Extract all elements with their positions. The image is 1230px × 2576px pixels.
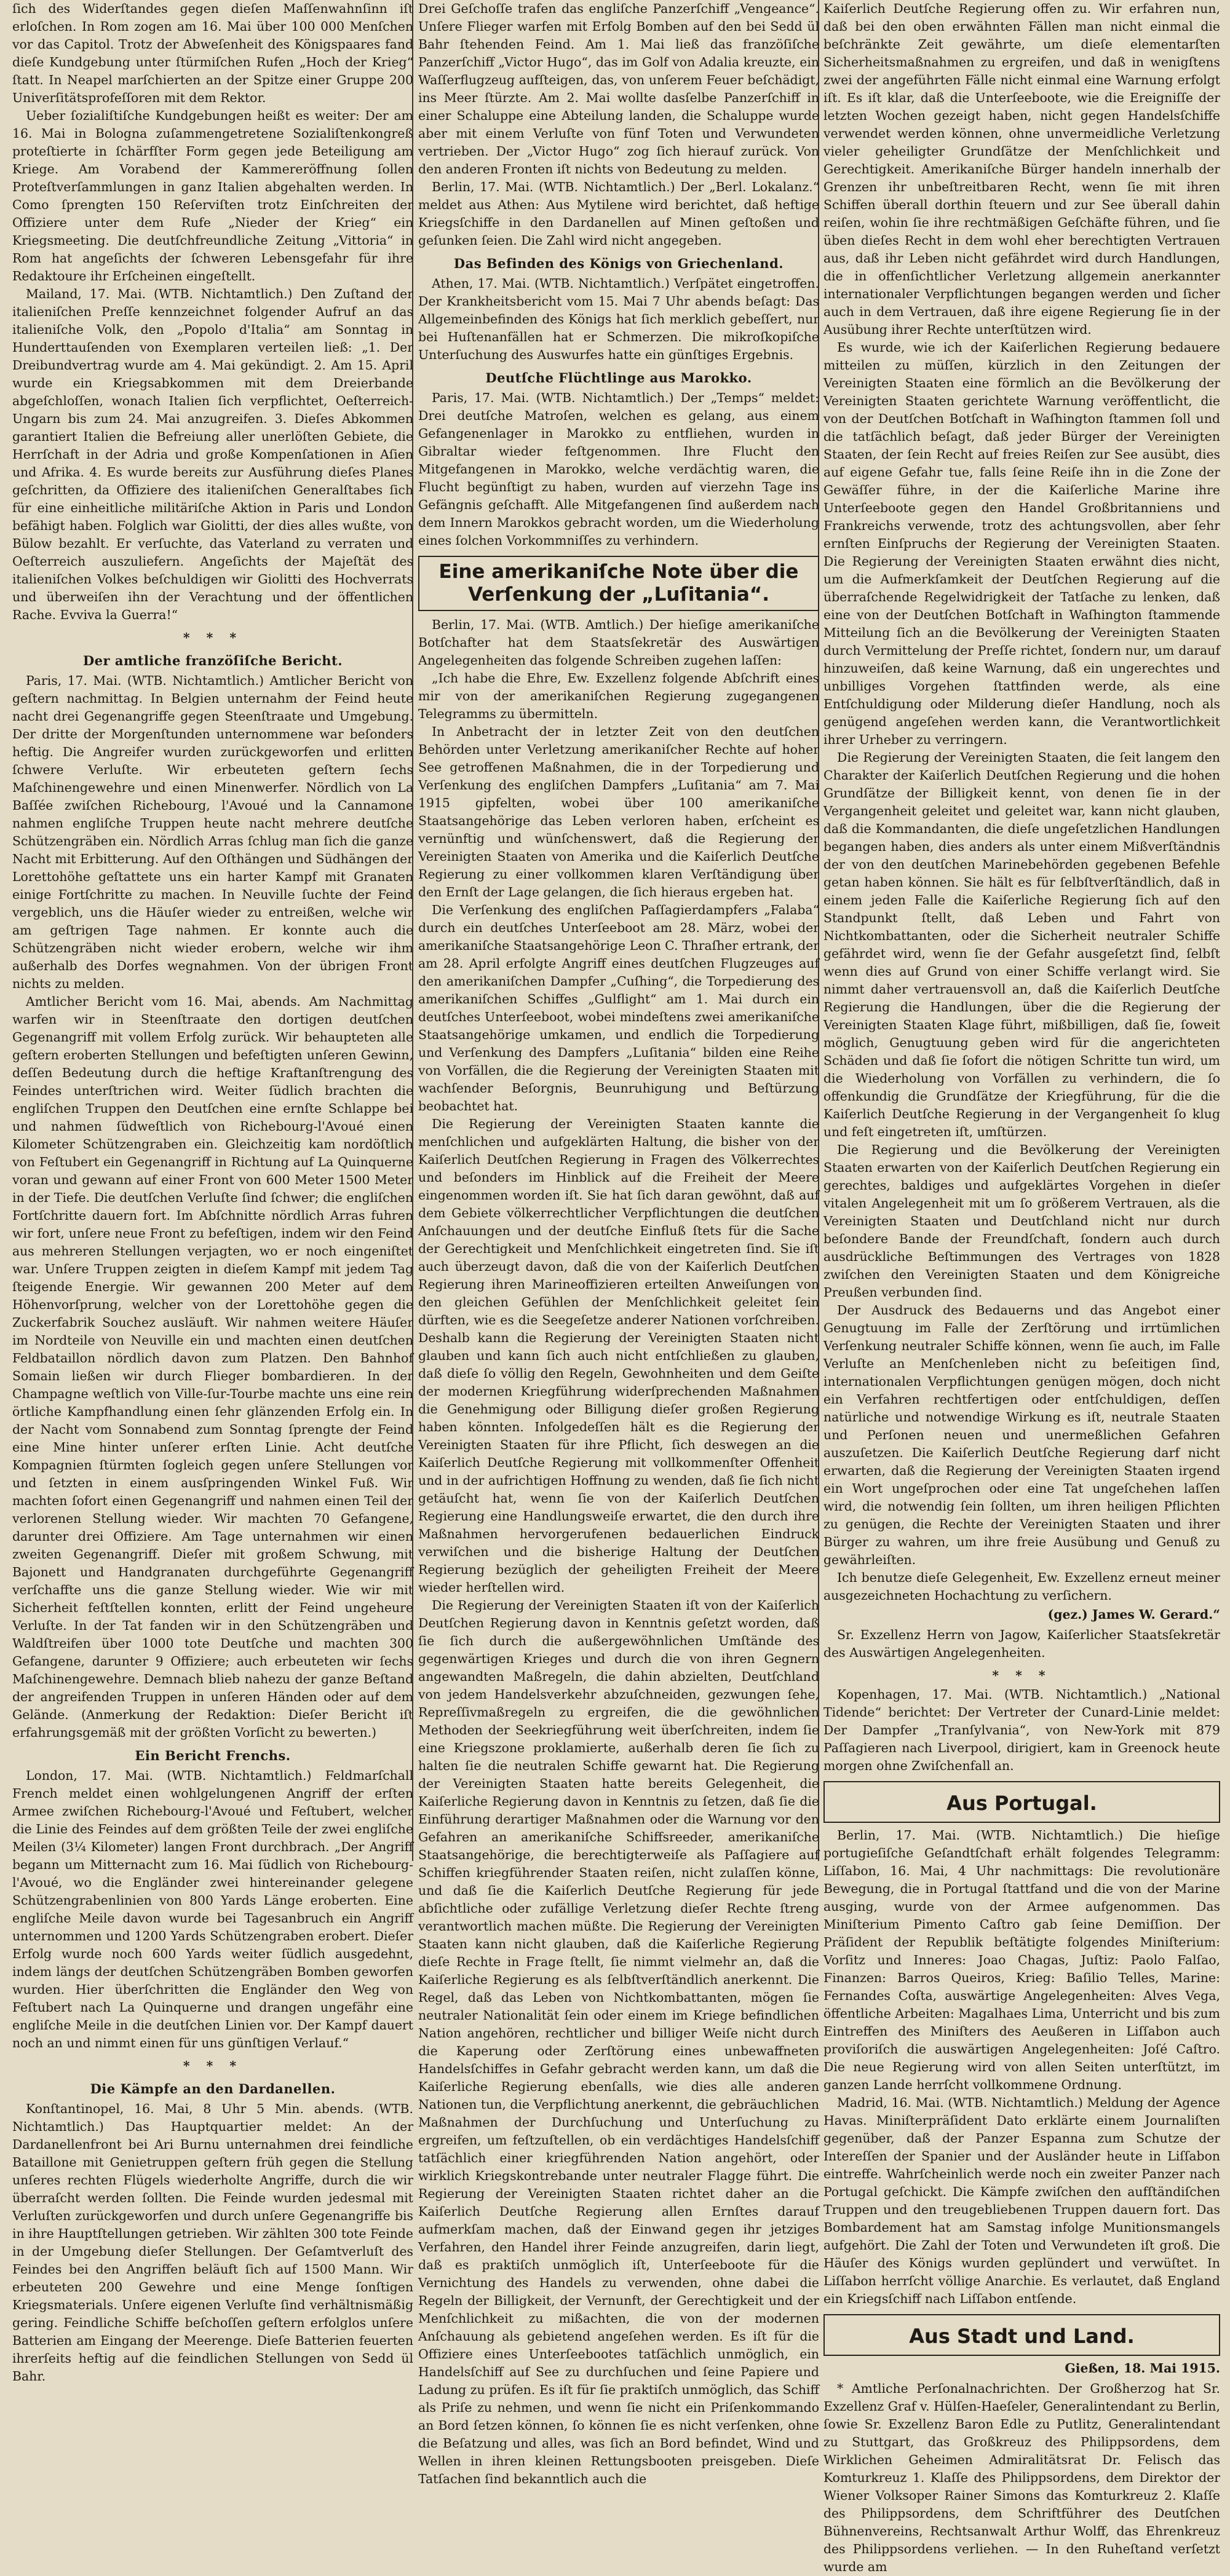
article-paragraph: * Amtliche Perſonalnachrichten. Der Großherzog hat Sr. Exzellenz Graf v. Hülſen-Haeſeler, Generalintendant zu Berlin, ſowie Sr. Exzellenz Baron Edle zu Putlitz, Generalintendant zu Stuttgart, das Großkreuz des Philippsordens, dem Wirklichen Geheimen Admiralitätsrat Dr. Felisch das Komturkreuz 1. Klaſſe des Philippsordens, dem Direktor der Wiener Volksoper Rainer Simons das Komturkreuz 2. Klaſſe des Philippsordens, dem Schriftführer des Deutſchen Bühnenvereins, Rechtsanwalt Arthur Wolff, das Ehrenkreuz des Philippsordens verliehen. — In den Ruheſtand verſetzt wurde am [823,2381,1220,2574]
section-separator: * * * [183,630,243,645]
article-heading: Der amtliche franzöſiſche Bericht. [82,653,343,668]
article-heading: Deutſche Flüchtlinge aus Marokko. [485,370,752,385]
article-paragraph: Mailand, 17. Mai. (WTB. Nichtamtlich.) Den Zuſtand der italieniſchen Preſſe kennzeichnet folgender Aufruf an das italieniſche Volk, den „Popolo d'Italia“ am Sonntag in Hunderttauſenden von Exemplaren verteilen ließ: „1. Der Dreibundvertrag wurde am 4. Mai gekündigt. 2. Am 15. April wurde ein Kriegsabkommen mit dem Dreierbande abgeſchloſſen, wonach Italien ſich verpflichtet, Oeſterreich-Ungarn bis zum 24. Mai anzugreifen. 3. Dieſes Abkommen garantiert Italien die Befreiung aller unerlöſten Gebiete, die Herrſchaft in der Adria und große Kompenſationen in Aſien und Afrika. 4. Es wurde bereits zur Ausführung dieſes Planes geſchritten, da Offiziere des italieniſchen Generalſtabes ſich für eine einheitliche militäriſche Aktion in Paris und London befähigt haben. Folglich war Giolitti, der dies alles wußte, von Bülow bezahlt. Er verſuchte, das Vaterland zu verraten und Oeſterreich auszuliefern. Angeſichts der Majeſtät des italieniſchen Volkes beſchuldigen wir Giolitti des Hochverrats und überweiſen ihn der Verachtung und der öffentlichen Rache. Evviva la Guerra!“ [12,286,413,622]
article-paragraph: „Ich habe die Ehre, Ew. Exzellenz folgende Abſchrift eines mir von der amerikaniſchen Regierung zugegangenen Telegramms zu übermitteln. [418,671,819,721]
article-paragraph: London, 17. Mai. (WTB. Nichtamtlich.) Feldmarſchall French meldet einen wohlgelungenen Angriff der erſten Armee zwiſchen Richebourg-l'Avoué und Feſtubert, welcher die Linie des Feindes auf dem größten Teile der zwei engliſche Meilen (3¼ Kilometer) langen Front durchbrach. „Der Angriff begann um Mitternacht zum 16. Mai ſüdlich von Richebourg-l'Avoué, wo die Engländer zwei hintereinander gelegene Schützengrabenlinien von 800 Yards Länge eroberten. Eine engliſche Meile davon wurde bei Tagesanbruch ein Angriff unternommen und 1200 Yards Schützengraben erobert. Dieſer Erfolg wurde noch 600 Yards weiter ſüdlich ausgedehnt, indem längs der deutſchen Schützengräben Bomben geworfen wurden. Hier überſchritten die Engländer den Weg von Feſtubert nach La Quinquerne und drangen ungefähr eine engliſche Meile in die deutſchen Linien vor. Der Kampf dauert noch an und nimmt einen für uns günſtigen Verlauf.“ [12,1768,413,2050]
article-paragraph: Kaiſerlich Deutſche Regierung offen zu. Wir erfahren nun, daß bei den oben erwähnten Fällen man nicht einmal die beſchränkte Zeit gewährte, um dieſe elementarſten Sicherheitsmaßnahmen zu ergreifen, und daß in wenigſtens zwei der angeführten Fälle nicht einmal eine Warnung erfolgt iſt. Es iſt klar, daß die Unterſeeboote, wie die Ereigniſſe der letzten Wochen gezeigt haben, nicht gegen Handelsſchiffe verwendet werden können, ohne unvermeidliche Verletzung vieler geheiligter Grundſätze der Menſchlichkeit und Gerechtigkeit. Amerikaniſche Bürger handeln innerhalb der Grenzen ihr unbeſtreitbaren Recht, wenn ſie mit ihren Schiffen überall dorthin ſteuern und zur See überall dahin reiſen, wohin ſie ihre rechtmäßigen Geſchäfte führen, und ſie üben dieſes Recht in dem wohl eher berechtigten Vertrauen aus, daß ihr Leben nicht gefährdet wird durch Handlungen, die in offenſichtlicher Verletzung allgemein anerkannter internationaler Verpflichtungen begangen werden und ſicher auch in dem Vertrauen, daß ihre eigene Regierung ſie in der Ausübung ihrer Rechte unterſtützen wird. [823,1,1220,337]
article-paragraph: Der Ausdruck des Bedauerns und das Angebot einer Genugtuung im Falle der Zerſtörung und irrtümlichen Verſenkung neutraler Schiffe können, wenn ſie auch, im Falle Verluſte an Menſchenleben nicht zu beſeitigen ſind, internationalen Verpflichtungen genügen mögen, doch nicht ein Verfahren rechtfertigen oder entſchuldigen, deſſen natürliche und notwendige Wirkung es iſt, neutrale Staaten und Perſonen neuen und unermeßlichen Gefahren auszuſetzen. Die Kaiſerlich Deutſche Regierung darf nicht erwarten, daß die Regierung der Vereinigten Staaten irgend ein Wort ungeſprochen oder eine Tat ungeſchehen laſſen wird, die notwendig ſein ſollten, um ihren heiligen Pflichten zu genügen, die Rechte der Vereinigten Staaten und ihrer Bürger zu wahren, um ihre freie Ausübung und Genuß zu gewährleiſten. [823,1303,1220,1567]
article-heading: Die Kämpfe an den Dardanellen. [90,2081,336,2096]
section-separator: * * * [992,1668,1052,1683]
article-paragraph: In Anbetracht der in letzter Zeit von den deutſchen Behörden unter Verletzung amerikaniſcher Rechte auf hoher See getroffenen Maßnahmen, die in der Torpedierung und Verſenkung des engliſchen Dampfers „Luſitania“ am 7. Mai 1915 gipfelten, wobei über 100 amerikaniſche Staatsangehörige das Leben verloren haben, erſcheint es vernünftig und wünſchenswert, daß die Regierung der Vereinigten Staaten von Amerika und die Kaiſerlich Deutſche Regierung zu einer vollkommen klaren Verſtändigung über den Ernſt der Lage gelangen, die ſich hieraus ergeben hat. [418,724,819,899]
column-3 [823,0,1220,2574]
article-paragraph: Paris, 17. Mai. (WTB. Nichtamtlich.) Der „Temps“ meldet: Drei deutſche Matroſen, welchen es gelang, aus einem Gefangenenlager in Marokko zu entfliehen, wurden in Gibraltar wieder feſtgenommen. Ihre Flucht den Mitgefangenen in Marokko, welche verdächtig waren, die Flucht begünſtigt zu haben, wurden auf vierzehn Tage ins Gefängnis geſchafft. Alle Mitgefangenen ſind außerdem nach dem Innern Marokkos gebracht worden, um die Wiederholung eines ſolchen Vorkommniſſes zu verhindern. [418,390,819,548]
article-paragraph: Die Verſenkung des engliſchen Paſſagierdampfers „Falaba“ durch ein deutſches Unterſeeboot am 28. März, wobei der amerikaniſche Staatsangehörige Leon C. Thraſher ertrank, der am 28. April erfolgte Angriff eines deutſchen Flugzeuges auf den amerikaniſchen Dampfer „Cuſhing“, die Torpedierung des amerikaniſchen Schiffes „Gulflight“ am 1. Mai durch ein deutſches Unterſeeboot, wobei mindeſtens zwei amerikaniſche Staatsangehörige umkamen, und endlich die Torpedierung und Verſenkung des Dampfers „Luſitania“ bilden eine Reihe von Vorfällen, die die Regierung der Vereinigten Staaten mit wachſender Beſorgnis, Beunruhigung und Beſtürzung beobachtet hat. [418,903,819,1113]
article-paragraph: Ich benutze dieſe Gelegenheit, Ew. Exzellenz erneut meiner ausgezeichneten Hochachtung zu verſichern. [823,1570,1220,1603]
article-paragraph: Sr. Exzellenz Herrn von Jagow, Kaiſerlicher Staatsſekretär des Auswärtigen Angelegenheiten. [823,1627,1220,1660]
article-heading: Das Befinden des Königs von Griechenland. [453,256,784,271]
article-paragraph: Die Regierung der Vereinigten Staaten kannte die menſchlichen und aufgeklärten Haltung, die bisher von der Kaiſerlich Deutſchen Regierung in Fragen des Völkerrechtes und beſonders im Hinblick auf die Freiheit der Meere eingenommen worden iſt. Sie hat ſich daran gewöhnt, daß auf dem Gebiete völkerrechtlicher Verpflichtungen die deutſchen Anſchauungen und der deutſche Einfluß ſtets für die Sache der Gerechtigkeit und Menſchlichkeit eingetreten ſind. Sie iſt auch überzeugt davon, daß die von der Kaiſerlich Deutſchen Regierung ihren Marineoffizieren erteilten Anweiſungen von den gleichen Gefühlen der Menſchlichkeit geleitet ſein dürften, wie es die Seegeſetze anderer Nationen vorſchreiben. Deshalb kann die Regierung der Vereinigten Staaten nicht glauben und kann ſich auch nicht entſchließen zu glauben, daß dieſe ſo völlig den Regeln, Gewohnheiten und dem Geiſte der modernen Kriegführung widerſprechenden Maßnahmen die Genehmigung oder Billigung dieſer großen Regierung haben könnten. Infolgedeſſen hält es die Regierung der Vereinigten Staaten für ihre Pflicht, ſich deswegen an die Kaiſerlich Deutſche Regierung mit vollkommenſter Offenheit und in der aufrichtigen Hoffnung zu wenden, daß ſie ſich nicht getäuſcht hat, wenn ſie von der Kaiſerlich Deutſchen Regierung eine Handlungsweiſe erwartet, die den durch ihre Maßnahmen hervorgerufenen bedauerlichen Eindruck verwiſchen und die bisherige Haltung der Deutſchen Regierung bezüglich der geheiligten Freiheit der Meere wieder herſtellen wird. [418,1116,819,1595]
article-paragraph: Die Regierung der Vereinigten Staaten, die ſeit langem den Charakter der Kaiſerlich Deutſchen Regierung und die hohen Grundſätze der Billigkeit kennt, von denen ſie in der Vergangenheit geleitet und geleitet war, kann nicht glauben, daß die Kommandanten, die dieſe ungeſetzlichen Handlungen begangen haben, dies anders als unter einem Mißverſtändnis der von den deutſchen Marinebehörden gegebenen Befehle getan haben können. Sie hält es für ſelbſtverſtändlich, daß in einem jeden Falle die Kaiſerliche Regierung ſich auf den Standpunkt ſtellt, daß Leben und Fahrt von Nichtkombattanten, oder die Sicherheit neutraler Schiffe gefährdet wird, wenn ſie der Gefahr ausgeſetzt ſind, ſelbſt wenn dies auf Grund von einer Schiffe verlangt wird. Sie nimmt daher vertrauensvoll an, daß die Kaiſerlich Deutſche Regierung die Handlungen, über die die Regierung der Vereinigten Staaten Klage führt, mißbilligen, daß ſie, ſoweit möglich, Genugtuung geben wird für die angerichteten Schäden und daß ſie ſofort die nötigen Schritte tun wird, um die Wiederholung von Vorfällen zu verhindern, die ſo offenkundig die Grundſätze der Kriegführung, für die die Kaiſerlich Deutſche Regierung in der Vergangenheit ſo klug und feſt eingetreten iſt, umſtürzen. [823,750,1220,1139]
section-separator: * * * [183,2058,243,2073]
column-2 [418,0,819,2486]
article-paragraph: Kopenhagen, 17. Mai. (WTB. Nichtamtlich.) „National Tidende“ berichtet: Der Vertreter der Cunard-Linie meldet: Der Dampfer „Tranſylvania“, von New-York mit 879 Paſſagieren nach Liverpool, dirigiert, kam in Greenock heute morgen ohne Zwiſchenfall an. [823,1687,1220,1773]
article-paragraph: Die Regierung und die Bevölkerung der Vereinigten Staaten erwarten von der Kaiſerlich Deutſchen Regierung ein gerechtes, baldiges und aufgeklärtes Vorgehen in dieſer vitalen Angelegenheit mit um ſo größerem Vertrauen, als die Vereinigten Staaten und Deutſchland nicht nur durch beſondere Bande der Freundſchaft, ſondern auch durch ausdrückliche Beſtimmungen des Vertrages von 1828 zwiſchen den Vereinigten Staaten und dem Königreiche Preußen verbunden ſind. [823,1142,1220,1300]
article-paragraph: Madrid, 16. Mai. (WTB. Nichtamtlich.) Meldung der Agence Havas. Miniſterpräſident Dato erklärte einem Journaliſten gegenüber, daß der Panzer Espanna zum Schutze der Intereſſen der Spanier und der Ausländer heute in Liſſabon eintreffe. Wahrſcheinlich werde noch ein zweiter Panzer nach Portugal geſchickt. Die Kämpfe zwiſchen den aufſtändiſchen Truppen und den treugebliebenen Truppen dauern fort. Das Bombardement hat am Samstag infolge Munitionsmangels aufgehört. Die Zahl der Toten und Verwundeten iſt groß. Die Häuſer des Königs wurden geplündert und verwüſtet. In Liſſabon herrſcht völlige Anarchie. Es verlautet, daß England ein Kriegsſchiff nach Liſſabon entſende. [823,2095,1220,2306]
signature: (gez.) James W. Gerard.“ [1047,1607,1220,1622]
dateline: Gießen, 18. Mai 1915. [1065,2361,1220,2376]
headline-lusitania: Eine amerikaniſche Note über die Verſenkung der „Luſitania“. [438,561,799,606]
article-paragraph: Es wurde, wie ich der Kaiſerlichen Regierung bedauere mitteilen zu müſſen, kürzlich in den Zeitungen der Vereinigten Staaten eine förmlich an die Bevölkerung der Vereinigten Staaten gerichtete Warnung veröffentlicht, die von der Deutſchen Botſchaft in Waſhington ſtammen ſoll und die tatſächlich beſagt, daß jeder Bürger der Vereinigten Staaten, der ſein Recht auf freies Reiſen zur See ausübt, dies auf eigene Gefahr tue, falls ſeine Reiſe ihn in die Zone der Gewäſſer führe, in der die Kaiſerliche Marine ihre Unterſeeboote gegen den Handel Großbritanniens und Frankreichs verwende, trotz des achtungsvollen, aber ſehr ernſten Einſpruchs der Regierung der Vereinigten Staaten. Die Regierung der Vereinigten Staaten erwähnt dies nicht, um die Aufmerkſamkeit der Deutſchen Regierung auf die überraſchende Regelwidrigkeit der Tatſache zu lenken, daß eine von der Deutſchen Botſchaft in Waſhington ſtammende Mitteilung ſich an die Bevölkerung der Vereinigten Staaten durch Vermittelung der Preſſe richtet, ſondern nur, um darauf hinzuweiſen, daß keine Warnung, daß ein ungerechtes und unbilliges Vorgehen ſtattfinden werde, als eine Entſchuldigung oder Milderung dieſer Handlung, noch als genügend angeſehen werden kann, die Verantwortlichkeit ihrer Urheber zu verringern. [823,340,1220,747]
article-paragraph: Drei Geſchoſſe trafen das engliſche Panzerſchiff „Vengeance“. Unſere Flieger warfen mit Erfolg Bomben auf den bei Sedd ül Bahr ſtehenden Feind. Am 1. Mai ließ das franzöſiſche Panzerſchiff „Victor Hugo“, das im Golf von Adalia kreuzte, ein Waſſerflugzeug aufſteigen, das, von unſerem Feuer beſchädigt, ins Meer ſtürzte. Am 2. Mai wollte dasſelbe Panzerſchiff in einer Schaluppe eine Abteilung landen, die Schaluppe wurde aber mit einem Verluſte von fünf Toten und Verwundeten vertrieben. Der „Victor Hugo“ zog ſich hierauf zurück. Von den anderen Fronten iſt nichts von Bedeutung zu melden. [418,1,819,176]
headline-box [418,556,819,611]
article-paragraph: Athen, 17. Mai. (WTB. Nichtamtlich.) Verſpätet eingetroffen. Der Krankheitsbericht vom 15. Mai 7 Uhr abends beſagt: Das Allgemeinbefinden des Königs hat ſich merklich gebeſſert, nur bei Huſtenanfällen hat er Schmerzen. Die mikroſkopiſche Unterſuchung des Auswurfes hatte ein günſtiges Ergebnis. [418,276,819,362]
article-paragraph: Berlin, 17. Mai. (WTB. Nichtamtlich.) Die hieſige portugieſiſche Geſandtſchaft erhält folgendes Telegramm: Liſſabon, 16. Mai, 4 Uhr nachmittags: Die revolutionäre Bewegung, die in Portugal ſtattfand und die von der Marine ausging, wurde von der Armee aufgenommen. Das Miniſterium Pimento Caſtro gab ſeine Demiſſion. Der Präſident der Republik beſtätigte folgendes Miniſterium: Vorſitz und Inneres: Joao Chagas, Juſtiz: Paolo Falſao, Finanzen: Barros Queiros, Krieg: Baſilio Telles, Marine: Fernandes Coſta, auswärtige Angelegenheiten: Alves Vega, öffentliche Arbeiten: Magalhaes Lima, Unterricht und bis zum Eintreffen des Miniſters des Aeußeren in Liſſabon auch proviſoriſch die auswärtigen Angelegenheiten: Joſé Caſtro. Die neue Regierung wird von allen Seiten unterſtützt, im ganzen Lande herrſcht vollkommene Ordnung. [823,1828,1220,2092]
article-paragraph: Berlin, 17. Mai. (WTB. Nichtamtlich.) Der „Berl. Lokalanz.“ meldet aus Athen: Aus Mytilene wird berichtet, daß heftige Kriegsſchiffe in den Dardanellen auf Minen geſtoßen und geſunken ſeien. Die Zahl wird nicht angegeben. [418,180,819,248]
section-heading-local: Aus Stadt und Land. [909,2325,1135,2348]
column-1 [12,0,413,2384]
article-paragraph: Konſtantinopel, 16. Mai, 8 Uhr 5 Min. abends. (WTB. Nichtamtlich.) Das Hauptquartier meldet: An der Dardanellenfront bei Ari Burnu unternahmen drei feindliche Bataillone mit Genietruppen geſtern früh gegen die Stellung unſeres rechten Flügels wiederholte Angriffe, durch die wir überraſcht werden ſollten. Die Feinde wurden jedesmal mit Verluſten zurückgeworfen und durch unſere Gegenangriffe bis in ihre Hauptſtellungen getrieben. Wir zählten 300 tote Feinde in der Umgebung dieſer Stellungen. Der Geſamtverluſt des Feindes bei den Angriffen beläuft ſich auf 1500 Mann. Wir erbeuteten 200 Gewehre und eine Menge ſonſtigen Kriegsmaterials. Unſere eigenen Verluſte ſind verhältnismäßig gering. Feindliche Schiffe beſchoſſen geſtern erfolglos unſere Batterien am Eingang der Meerenge. Dieſe Batterien feuerten ihrerſeits heftig auf die feindlichen Stellungen von Sedd ül Bahr. [12,2101,413,2384]
article-paragraph: Paris, 17. Mai. (WTB. Nichtamtlich.) Amtlicher Bericht von geſtern nachmittag. In Belgien unternahm der Feind heute nacht drei Gegenangriffe gegen Steenſtraate und Umgebung. Der dritte der Morgenſtunden unternommene war beſonders heftig. Die Angreifer wurden zurückgeworfen und erlitten ſchwere Verluſte. Wir erbeuteten geſtern ſechs Maſchinengewehre und einen Minenwerfer. Nördlich von La Baſſée zwiſchen Richebourg, l'Avoué und la Cannamone nahmen engliſche Truppen heute nacht mehrere deutſche Schützengräben ein. Nördlich Arras ſchlug man ſich die ganze Nacht mit Erbitterung. Auf den Oſthängen und Südhängen der Lorettohöhe geſtattete uns ein harter Kampf mit Granaten einige Fortſchritte zu machen. In Neuville ſuchte der Feind vergeblich, uns die Häuſer wieder zu entreißen, welche wir am geſtrigen Tage nahmen. Er konnte auch die Schützengräben nicht wieder erobern, welche wir ihm außerhalb des Dorfes wegnahmen. Von der übrigen Front nichts zu melden. [12,673,413,991]
article-paragraph: Amtlicher Bericht vom 16. Mai, abends. Am Nachmittag warfen wir in Steenſtraate den dortigen deutſchen Gegenangriff mit vollem Erfolg zurück. Wir behaupteten alle geſtern eroberten Stellungen und befeſtigten unſeren Gewinn, deſſen Bedeutung durch die heftige Kraftanſtrengung des Feindes unterſtrichen wird. Weiter ſüdlich brachten die engliſchen Truppen den Deutſchen eine ernſte Schlappe bei und nahmen ſüdweſtlich von Richebourg-l'Avoué einen Kilometer Schützengraben ein. Gleichzeitig kam nordöſtlich von Feſtubert ein Gegenangriff in Richtung auf La Quinquerne voran und gewann auf einer Front von 600 Meter 1500 Meter in der Tiefe. Die deutſchen Verluſte ſind ſchwer; die engliſchen Fortſchritte dauern fort. Im Abſchnitte nördlich Arras fuhren wir fort, unſere neue Front zu befeſtigen, indem wir den Feind aus mehreren Stellungen verjagten, wo er noch eingeniſtet war. Unſere Truppen zeigten in dieſem Kampf mit jedem Tag ſteigende Energie. Wir gewannen 200 Meter auf dem Höhenvorſprung, welcher von der Lorettohöhe gegen die Zuckerfabrik Souchez ausläuft. Wir nahmen weitere Häuſer im Nordteile von Neuville ein und machten einen deutſchen Feldbataillon nördlich davon zum Platzen. Den Bahnhof Somain ließen wir durch Flieger bombardieren. In der Champagne weſtlich von Ville-ſur-Tourbe machte uns eine rein örtliche Kampfhandlung einen ſehr glänzenden Erfolg ein. In der Nacht vom Sonnabend zum Sonntag ſprengte der Feind eine Mine hinter unſerer erſten Linie. Acht deutſche Kompagnien ſtürmten ſogleich gegen unſere Stellungen vor und ſetzten in einem ausſpringenden Winkel Fuß. Wir machten ſofort einen Gegenangriff und nahmen einen Teil der verlorenen Stellung wieder. Wir machten 70 Gefangene, darunter drei Offiziere. Am Tage unternahmen wir einen zweiten Gegenangriff. Dieſer mit großem Schwung, mit Bajonett und Handgranaten durchgeführte Gegenangriff verſchaffte uns die ganze Stellung wieder. Wie wir mit Sicherheit feſtſtellen konnten, erlitt der Feind ungeheure Verluſte. In der Tat fanden wir in den Schützengräben und Waldſtreifen über 1000 tote Deutſche und machten 300 Gefangene, darunter 9 Offiziere; auch erbeuteten wir ſechs Maſchinengewehre. Demnach blieb nahezu der ganze Beſtand der angreifenden Truppen in unſeren Händen oder auf dem Gelände. (Anmerkung der Redaktion: Dieſer Bericht iſt erfahrungsgemäß mit der größten Vorſicht zu bewerten.) [12,994,413,1740]
article-paragraph: Berlin, 17. Mai. (WTB. Amtlich.) Der hieſige amerikaniſche Botſchafter hat dem Staatsſekretär des Auswärtigen Angelegenheiten das folgende Schreiben zugehen laſſen: [418,617,819,668]
article-paragraph: ſich des Widerſtandes gegen dieſen Maſſenwahnſinn iſt erloſchen. In Rom zogen am 16. Mai über 100 000 Menſchen vor das Capitol. Trotz der Abweſenheit des Königspaares fand dieſe Kundgebung unter ſtürmiſchen Rufen „Hoch der Krieg“ ſtatt. In Neapel marſchierten an der Spitze einer Gruppe 200 Univerſitätsprofeſſoren mit dem Rektor. [12,1,413,105]
article-paragraph: Ueber ſozialiſtiſche Kundgebungen heißt es weiter: Der am 16. Mai in Bologna zuſammengetretene Sozialiſtenkongreß proteſtierte in ſchärfſter Form gegen jede Beteiligung am Kriege. Am Vorabend der Kammereröffnung ſollen Proteſtverſammlungen in ganz Italien abgehalten werden. In Como ſprengten 150 Reſerviſten trotz Einſchreiten der Offiziere unter dem Rufe „Nieder der Krieg“ ein Kriegsmeeting. Die deutſchfreundliche Zeitung „Vittoria“ in Rom hat angeſichts der ſchweren Lebensgefahr für ihre Redaktoure ihr Erſcheinen eingeſtellt. [12,108,413,283]
article-paragraph: Die Regierung der Vereinigten Staaten iſt von der Kaiſerlich Deutſchen Regierung davon in Kenntnis geſetzt worden, daß ſie ſich durch die außergewöhnlichen Umſtände des gegenwärtigen Krieges und durch die von ihren Gegnern angewandten Maßregeln, die dahin abzielten, Deutſchland von jedem Handelsverkehr abzuſchneiden, gezwungen ſehe, Repreſſivmaßregeln zu ergreifen, die die gewöhnlichen Methoden der Seekriegführung weit überſchreiten, indem ſie eine Kriegszone proklamierte, außerhalb deren ſie ſich zu halten ſie die neutralen Schiffe gewarnt hat. Die Regierung der Vereinigten Staaten hatte bereits Gelegenheit, die Kaiſerliche Regierung davon in Kenntnis zu ſetzen, daß ſie die Einführung derartiger Maßnahmen oder die Warnung vor den Gefahren an amerikaniſche Schiffsreeder, amerikaniſche Staatsangehörige, die berechtigterweiſe als Paſſagiere auf Schiffen kriegführender Staaten reiſen, nicht zulaſſen könne, und daß ſie die Kaiſerlich Deutſche Regierung für jede abſichtliche oder zufällige Verletzung dieſer Rechte ſtreng verantwortlich machen müßte. Die Regierung der Vereinigten Staaten kann nicht glauben, daß die Kaiſerliche Regierung dieſe Rechte in Frage ſtellt, ſie nimmt vielmehr an, daß die Kaiſerliche Regierung es als ſelbſtverſtändlich anerkennt. Die Regel, daß das Leben von Nichtkombattanten, mögen ſie neutraler Nationalität ſein oder einem im Kriege befindlichen Nation angehören, rechtlicher und billiger Weiſe nicht durch die Kaperung oder Zerſtörung eines unbewaffneten Handelsſchiffes in Gefahr gebracht werden kann, um daß die Kaiſerliche Regierung ebenſalls, wie dies alle anderen Nationen tun, die Verpflichtung anerkennt, die gebräuchlichen Maßnahmen der Durchſuchung und Unterſuchung zu ergreifen, um feſtzuſtellen, ob ein verdächtiges Handelsſchiff tatſächlich einer kriegführenden Nation angehört, oder wirklich Kriegskontrebande unter neutraler Flagge führt. Die Regierung der Vereinigten Staaten richtet daher an die Kaiſerlich Deutſche Regierung allen Ernſtes darauf aufmerkſam machen, daß der Einwand gegen ihr jetziges Verfahren, den Handel ihrer Feinde anzugreifen, darin liegt, daß es praktiſch unmöglich iſt, Unterſeeboote für die Vernichtung des Handels zu verwenden, ohne dabei die Regeln der Billigkeit, der Vernunft, der Gerechtigkeit und der Menſchlichkeit zu mißachten, die von der modernen Anſchauung als gebietend angeſehen werden. Es iſt für die Offiziere eines Unterſeebootes tatſächlich unmöglich, ein Handelsſchiff auf See zu durchſuchen und ſeine Papiere und Ladung zu prüfen. Es iſt für ſie praktiſch unmöglich, das Schiff als Priſe zu nehmen, und wenn ſie nicht ein Priſenkommando an Bord ſetzen können, ſo können ſie es nicht verſenken, ohne die Beſatzung und alles, was ſich an Bord befindet, Wind und Wellen in ihren kleinen Rettungsbooten preisgeben. Dieſe Tatſachen ſind bekanntlich auch die [418,1598,819,2486]
section-box [823,2314,1220,2356]
section-heading-portugal: Aus Portugal. [946,1792,1097,1815]
section-box [823,1781,1220,1823]
article-heading: Ein Bericht Frenchs. [135,1748,291,1763]
